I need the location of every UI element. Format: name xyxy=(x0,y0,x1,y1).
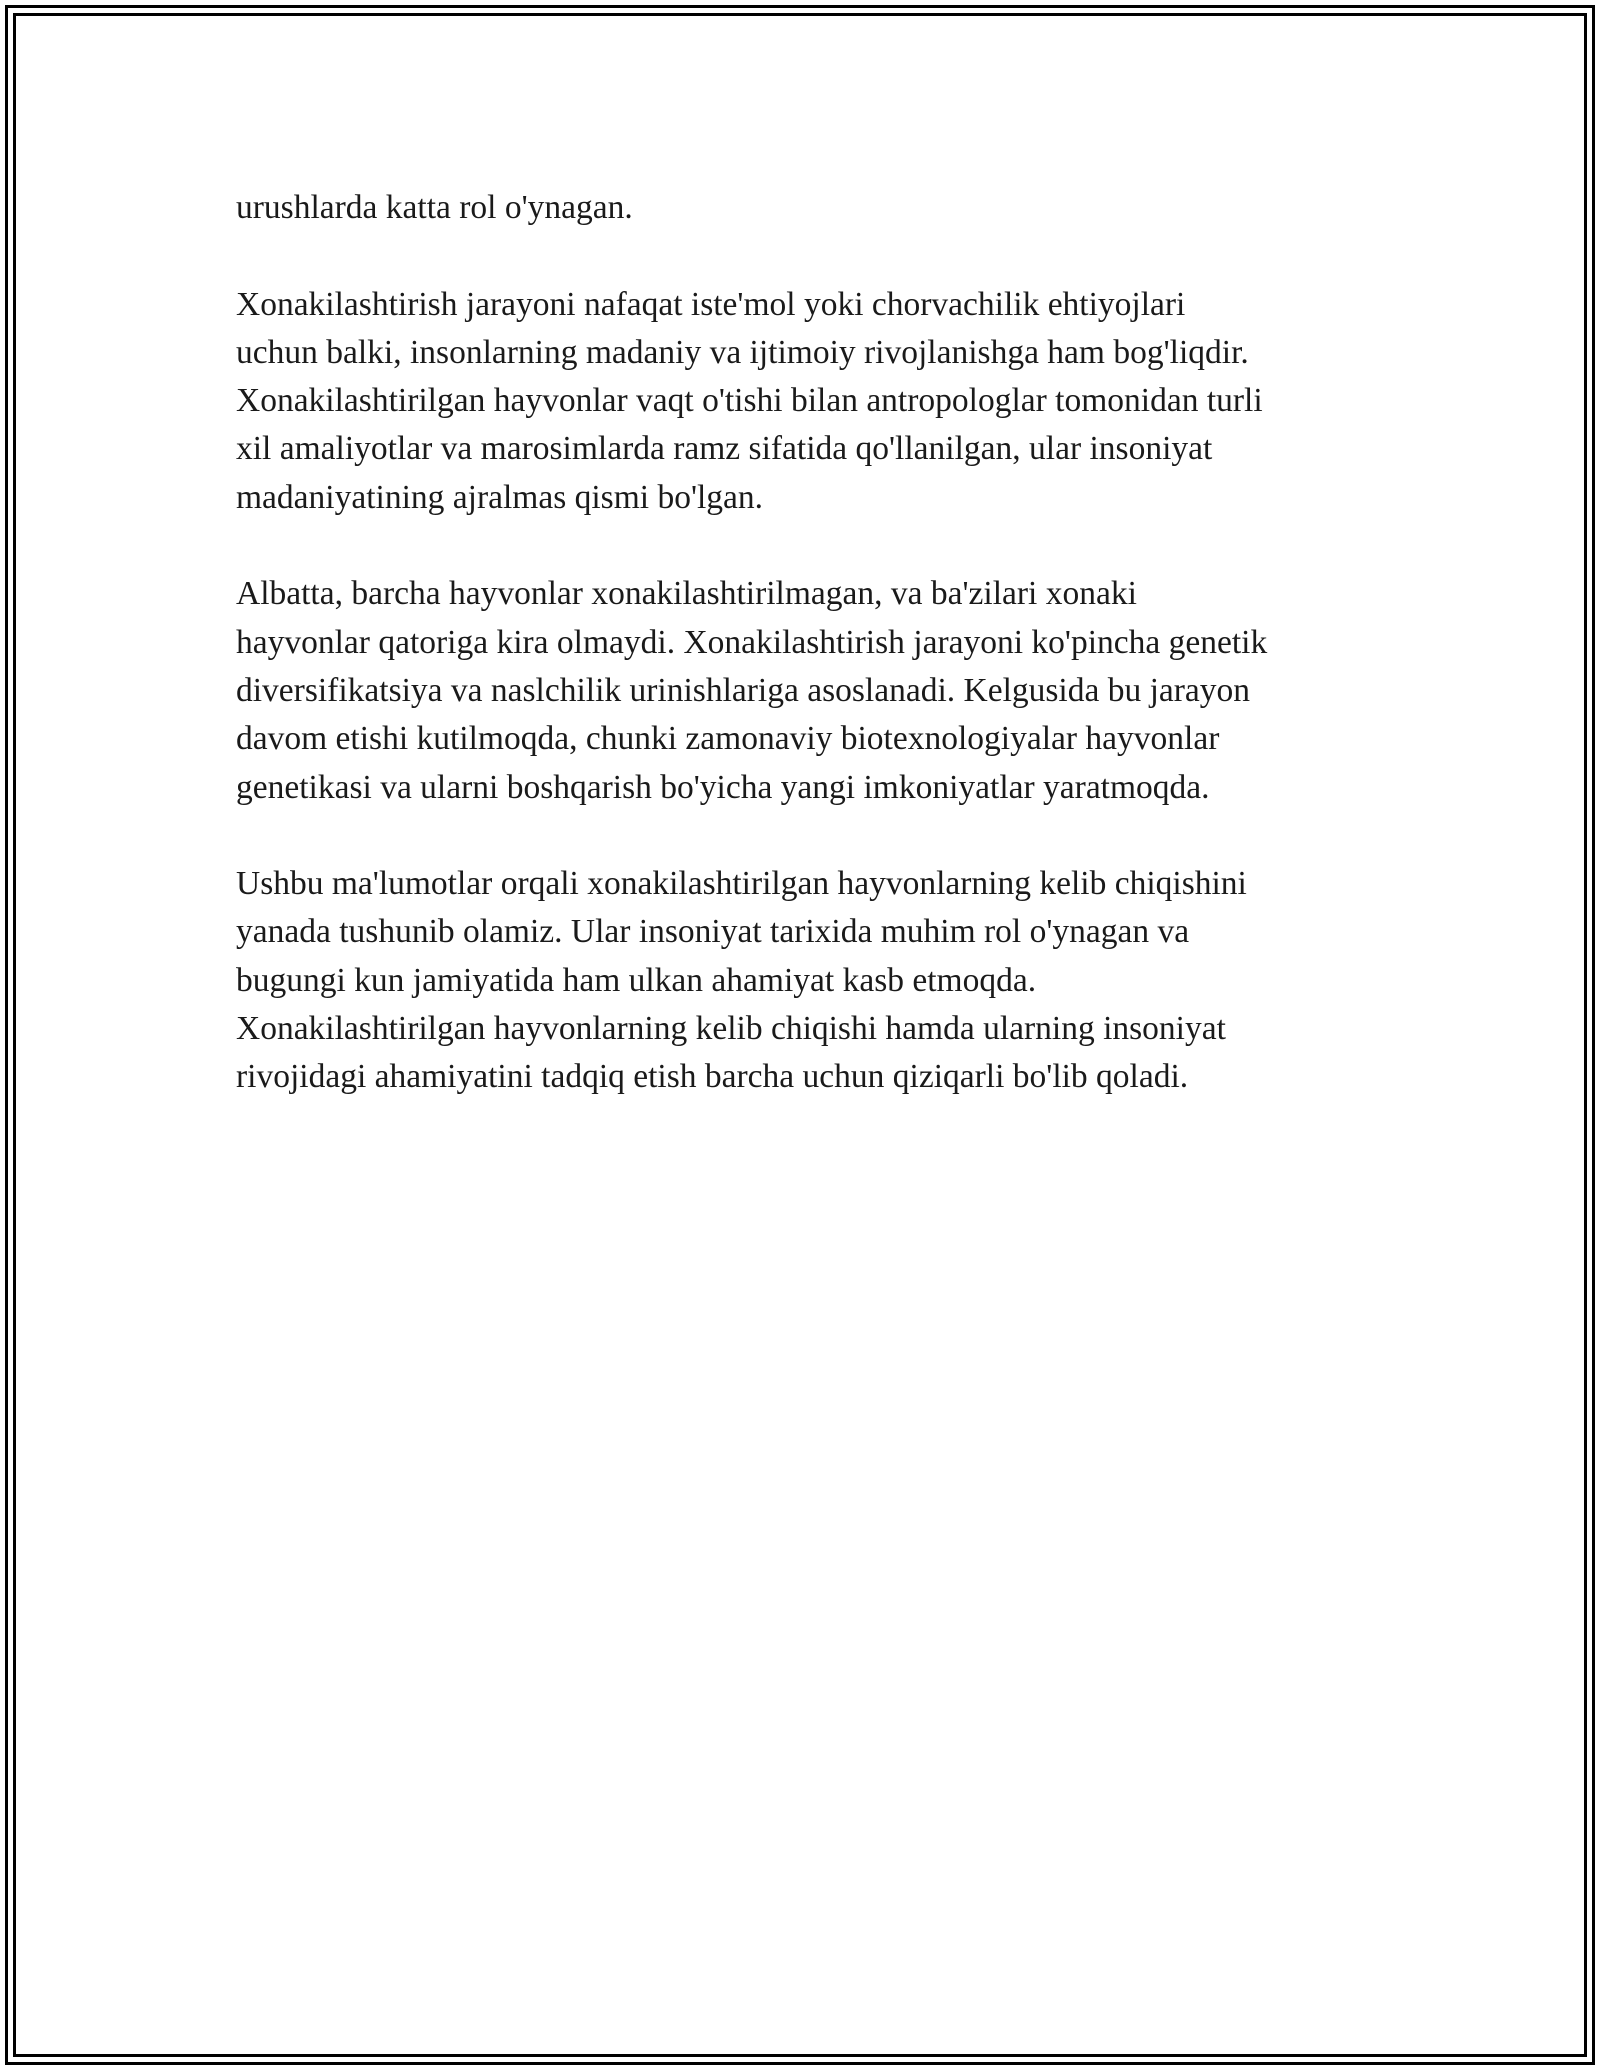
paragraph-line: bugungi kun jamiyatida ham ulkan ahamiyat kasb etmoqda. xyxy=(236,961,1037,999)
paragraph-line: hayvonlar qatoriga kira olmaydi. Xonakilashtirish jarayoni ko'pincha genetik xyxy=(236,623,1268,661)
paragraph-line: xil amaliyotlar va marosimlarda ramz sifatida qo'llanilgan, ular insoniyat xyxy=(236,430,1213,468)
paragraph-line: Ushbu ma'lumotlar orqali xonakilashtirilgan hayvonlarning kelib chiqishini xyxy=(236,865,1247,903)
paragraph-line: genetikasi va ularni boshqarish bo'yicha yangi imkoniyatlar yaratmoqda. xyxy=(236,768,1210,806)
paragraph-line: Xonakilashtirilgan hayvonlarning kelib chiqishi hamda ularning insoniyat xyxy=(236,1010,1226,1048)
paragraph-line: madaniyatining ajralmas qismi bo'lgan. xyxy=(236,478,764,516)
paragraph-line: yanada tushunib olamiz. Ular insoniyat tarixida muhim rol o'ynagan va xyxy=(236,913,1190,951)
paragraph-line: Albatta, barcha hayvonlar xonakilashtirilmagan, va ba'zilari xonaki xyxy=(236,575,1137,613)
document-body xyxy=(236,184,1386,1150)
paragraph-line: Xonakilashtirish jarayoni nafaqat iste'mol yoki chorvachilik ehtiyojlari xyxy=(236,285,1186,323)
paragraph-4 xyxy=(236,860,1386,1101)
paragraph-line: urushlarda katta rol o'ynagan. xyxy=(236,189,633,226)
paragraph-line: davom etishi kutilmoqda, chunki zamonaviy biotexnologiyalar hayvonlar xyxy=(236,720,1220,758)
paragraph-2 xyxy=(236,281,1386,522)
paragraph-3 xyxy=(236,570,1386,811)
paragraph-line: rivojidagi ahamiyatini tadqiq etish barcha uchun qiziqarli bo'lib qoladi. xyxy=(236,1058,1189,1096)
paragraph-line: diversifikatsiya va naslchilik urinishlariga asoslanadi. Kelgusida bu jarayon xyxy=(236,671,1251,709)
paragraph-line: uchun balki, insonlarning madaniy va ijtimoiy rivojlanishga ham bog'liqdir. xyxy=(236,333,1249,371)
paragraph-1 xyxy=(236,184,1386,232)
paragraph-line: Xonakilashtirilgan hayvonlar vaqt o'tishi bilan antropologlar tomonidan turli xyxy=(236,382,1263,420)
